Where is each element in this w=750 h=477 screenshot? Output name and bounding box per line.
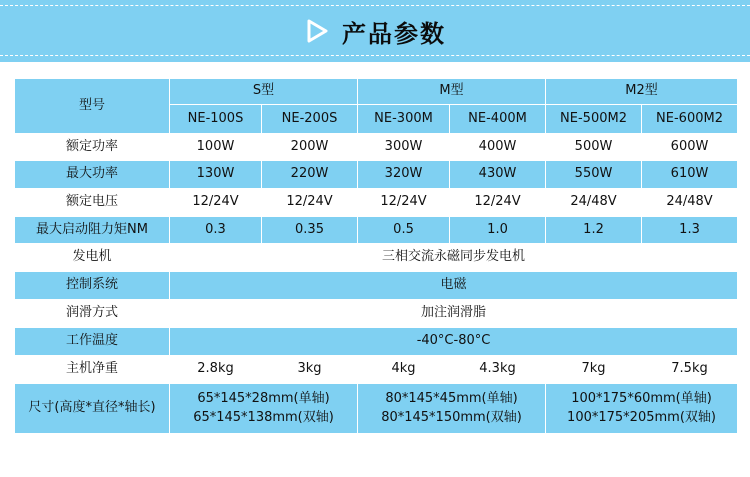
net-weight-row (15, 356, 738, 384)
rated-power-row (15, 134, 738, 161)
temperature-value: -40°C-80°C (170, 328, 738, 356)
value-cell: 24/48V (642, 189, 738, 217)
value-cell: 7.5kg (642, 356, 738, 384)
banner-title: 产品参数 (342, 19, 446, 48)
rated-voltage-row (15, 189, 738, 217)
dimensions-row (15, 384, 738, 434)
value-cell: 0.5 (358, 217, 450, 244)
dimensions-double-shaft: 100*175*205mm(双轴) (567, 409, 716, 425)
control-system-row (15, 272, 738, 300)
generator-row (15, 244, 738, 272)
value-cell: 550W (546, 161, 642, 189)
value-cell: 300W (358, 134, 450, 161)
value-cell: 3kg (262, 356, 358, 384)
group-m-header: M型 (358, 79, 546, 105)
value-cell: 12/24V (262, 189, 358, 217)
row-label: 尺寸(高度*直径*轴长) (15, 384, 170, 434)
value-cell: 0.35 (262, 217, 358, 244)
value-cell: 600W (642, 134, 738, 161)
dimensions-double-shaft: 65*145*138mm(双轴) (193, 409, 334, 425)
row-label: 控制系统 (15, 272, 170, 300)
row-label: 润滑方式 (15, 300, 170, 328)
spec-table (14, 78, 738, 434)
value-cell: 7kg (546, 356, 642, 384)
model-cell: NE-600M2 (642, 105, 738, 134)
value-cell: 610W (642, 161, 738, 189)
play-triangle-icon (304, 18, 330, 44)
model-label-cell: 型号 (15, 79, 170, 134)
value-cell: 1.0 (450, 217, 546, 244)
dimensions-single-shaft: 100*175*60mm(单轴) (571, 390, 712, 406)
value-cell: 2.8kg (170, 356, 262, 384)
row-label: 工作温度 (15, 328, 170, 356)
dimensions-m-cell (358, 384, 546, 434)
max-start-torque-row (15, 217, 738, 244)
value-cell: 220W (262, 161, 358, 189)
value-cell: 430W (450, 161, 546, 189)
group-s-header: S型 (170, 79, 358, 105)
row-label: 额定功率 (15, 134, 170, 161)
value-cell: 100W (170, 134, 262, 161)
value-cell: 400W (450, 134, 546, 161)
value-cell: 200W (262, 134, 358, 161)
generator-value: 三相交流永磁同步发电机 (170, 244, 738, 272)
row-label: 最大功率 (15, 161, 170, 189)
dimensions-double-shaft: 80*145*150mm(双轴) (381, 409, 522, 425)
value-cell: 12/24V (450, 189, 546, 217)
value-cell: 24/48V (546, 189, 642, 217)
temperature-row (15, 328, 738, 356)
model-cell: NE-300M (358, 105, 450, 134)
lubrication-row (15, 300, 738, 328)
lubrication-value: 加注润滑脂 (170, 300, 738, 328)
value-cell: 130W (170, 161, 262, 189)
row-label: 最大启动阻力矩NM (15, 217, 170, 244)
group-m2-header: M2型 (546, 79, 738, 105)
value-cell: 4.3kg (450, 356, 546, 384)
model-cell: NE-200S (262, 105, 358, 134)
value-cell: 4kg (358, 356, 450, 384)
value-cell: 0.3 (170, 217, 262, 244)
max-power-row (15, 161, 738, 189)
control-system-value: 电磁 (170, 272, 738, 300)
group-header-row (15, 79, 738, 105)
row-label: 额定电压 (15, 189, 170, 217)
value-cell: 12/24V (358, 189, 450, 217)
dimensions-m2-cell (546, 384, 738, 434)
model-cell: NE-100S (170, 105, 262, 134)
value-cell: 12/24V (170, 189, 262, 217)
model-cell: NE-400M (450, 105, 546, 134)
row-label: 发电机 (15, 244, 170, 272)
dimensions-s-cell (170, 384, 358, 434)
value-cell: 1.2 (546, 217, 642, 244)
value-cell: 1.3 (642, 217, 738, 244)
dimensions-single-shaft: 80*145*45mm(单轴) (385, 390, 518, 406)
model-cell: NE-500M2 (546, 105, 642, 134)
value-cell: 320W (358, 161, 450, 189)
row-label: 主机净重 (15, 356, 170, 384)
dimensions-single-shaft: 65*145*28mm(单轴) (197, 390, 330, 406)
section-banner (0, 0, 750, 62)
value-cell: 500W (546, 134, 642, 161)
